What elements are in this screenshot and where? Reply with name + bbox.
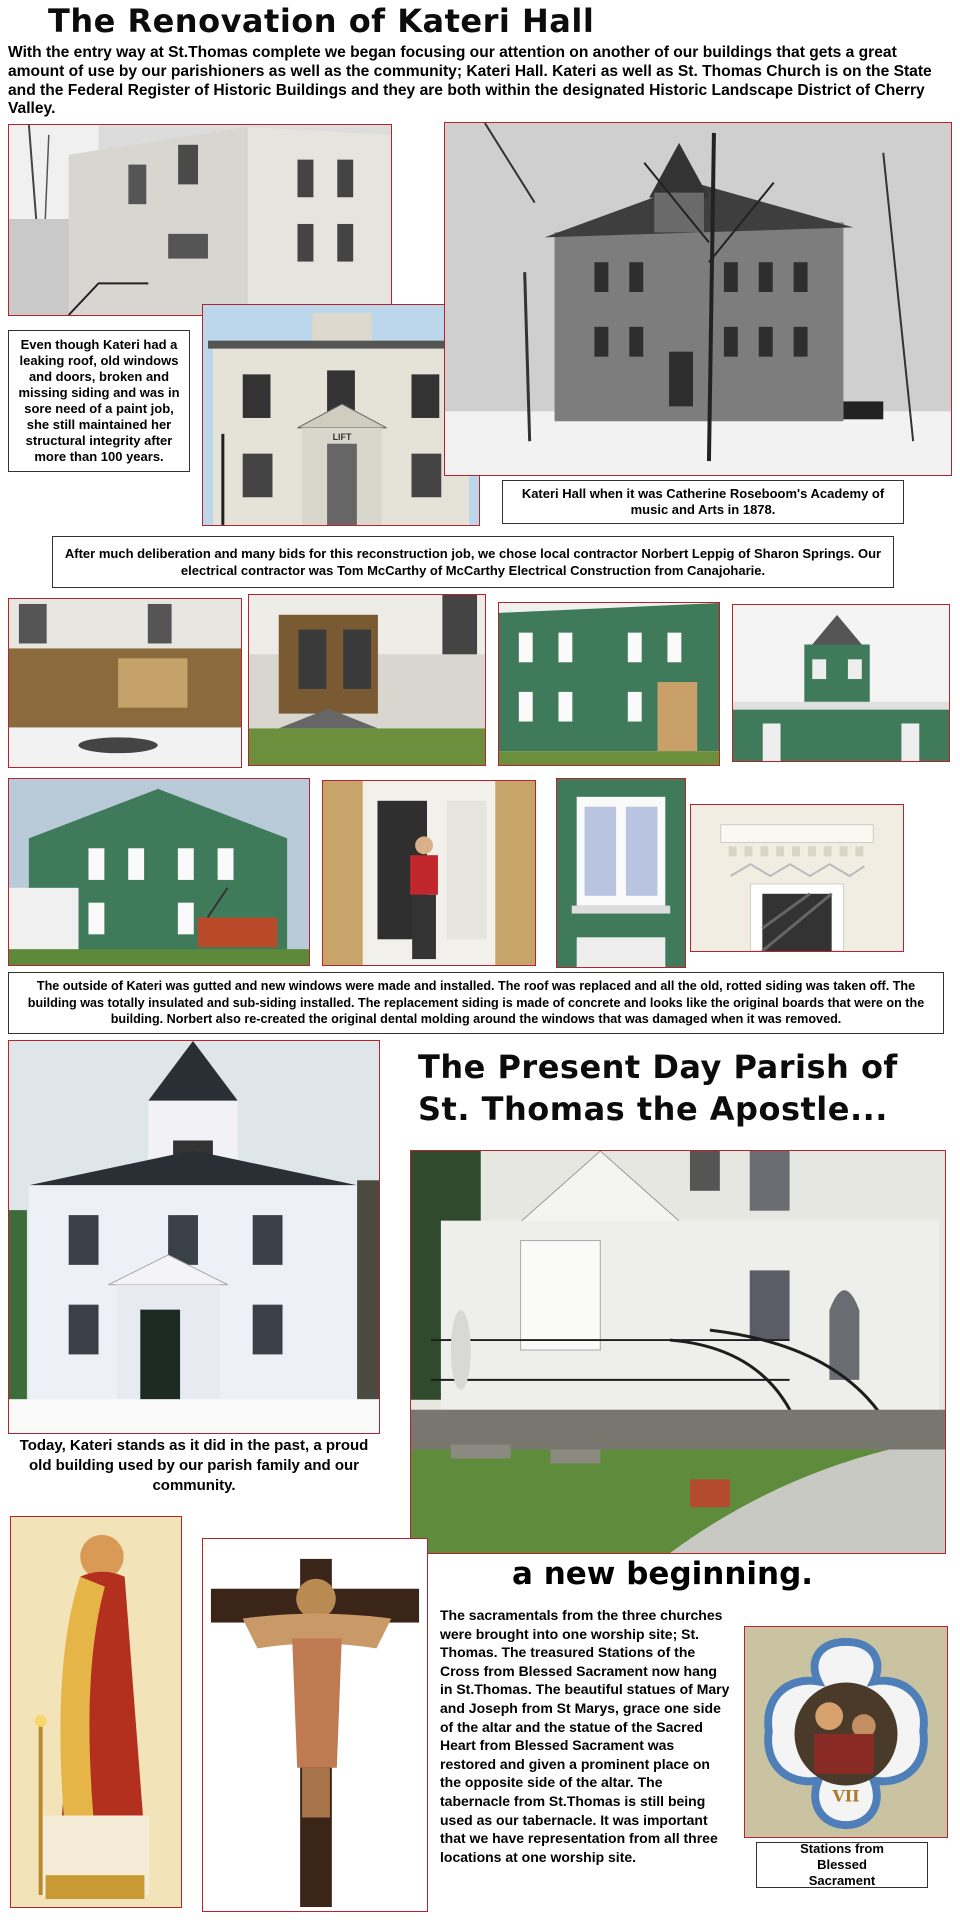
present-body-text: The sacramentals from the three churches were brought into one worship site; St. Thomas. The treasured Stations of the Cross from Blessed Sacrament now hang in St.Thomas. The beautiful statues of Mary and Joseph from St Marys, grace one side of the altar and the statue of the Sacred Heart from Blessed Sacrament was restored and given a prominent place on the opposite side of the altar. The tabernacle from St.Thomas is still being used as our tabernacle. It was important that we have representation from all three locations at one worship site. [440, 1607, 730, 1865]
photo-doorway-worker [322, 780, 536, 966]
photo-cupola-green [732, 604, 950, 762]
caption-condition: Even though Kateri had a leaking roof, old windows and doors, broken and missing siding and was in sore need of a paint job, she still maintained her structural integrity after more than 100 years. [8, 330, 190, 472]
photo-stations-of-cross [744, 1626, 948, 1838]
photo-kateri-today [8, 1040, 380, 1434]
intro-paragraph: With the entry way at St.Thomas complete we began focusing our attention on another of our buildings that gets a great amount of use by our parishioners as well as the community; Kateri Hall. Kateri as well as St. Thomas Church is on the State and the Federal Register of Historic Buildings and they are both within the designated Historic Landscape District of Cherry Valley. [8, 44, 932, 118]
present-heading-line1: The Present Day Parish of [418, 1048, 898, 1086]
photo-dental-molding [690, 804, 904, 952]
present-heading-line2: St. Thomas the Apostle... [418, 1090, 888, 1128]
caption-today: Today, Kateri stands as it did in the past, a proud old building used by our parish family and our community. [19, 1437, 369, 1494]
caption-contractors: After much deliberation and many bids for this reconstruction job, we chose local contractor Norbert Leppig of Sharon Springs. Our electrical contractor was Tom McCarthy of McCarthy Electrical Construction from Canajoharie. [52, 536, 894, 588]
present-subheading: a new beginning. [512, 1556, 814, 1592]
photo-green-sheathing-side [498, 602, 720, 766]
photo-kateri-old-rear [8, 124, 392, 316]
station-numeral: VII [832, 1786, 860, 1806]
caption-stations: Stations from Blessed Sacrament [756, 1842, 928, 1888]
photo-window-closeup [556, 778, 686, 968]
photo-siding-removed [8, 598, 242, 768]
photo-sacred-heart-statue [10, 1516, 182, 1908]
page-title: The Renovation of Kateri Hall [48, 2, 595, 40]
photo-front-gutted [248, 594, 486, 766]
caption-academy: Kateri Hall when it was Catherine Roseboom's Academy of music and Arts in 1878. [502, 480, 904, 524]
photo-kateri-1878 [444, 122, 952, 476]
photo-green-building-lift [8, 778, 310, 966]
photo-st-thomas-church [410, 1150, 946, 1554]
caption-renovation: The outside of Kateri was gutted and new windows were made and installed. The roof was replaced and all the old, rotted siding was taken off. The building was totally insulated and sub-siding installed. The replacement siding is made of concrete and looks like the original boards that were on the building. Norbert also re-created the original dental molding around the windows that was damaged when it was removed. [8, 972, 944, 1034]
photo-crucifix [202, 1538, 428, 1912]
lift-sign-text: LIFT [332, 431, 352, 442]
photo-kateri-old-front [202, 304, 480, 526]
